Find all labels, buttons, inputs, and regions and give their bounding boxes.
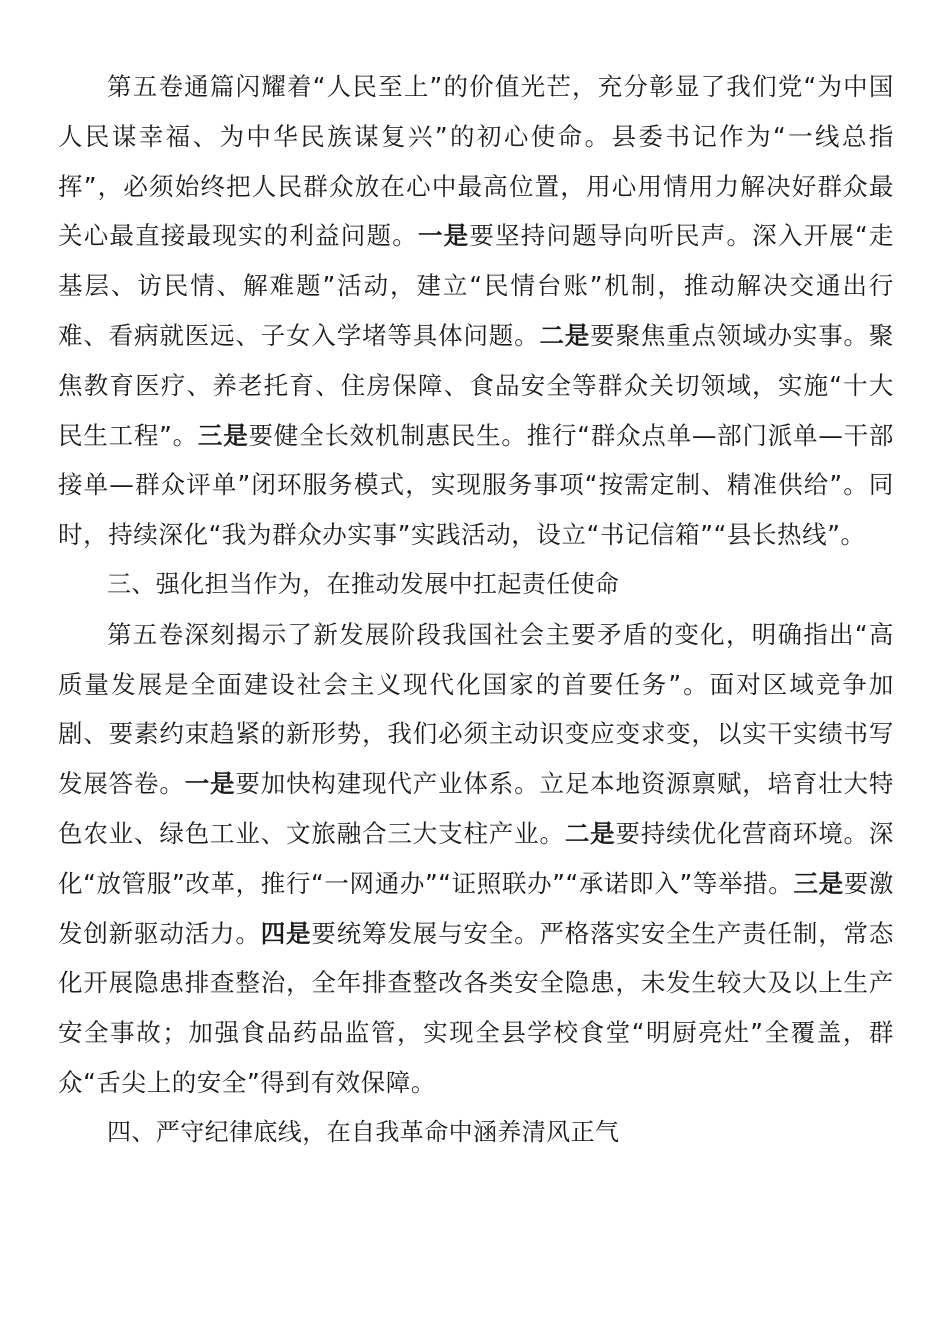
emphasis-marker: 一是 [417, 221, 470, 251]
section-heading-3 [58, 560, 894, 610]
heading-text: 三、强化担当作为，在推动发展中扛起责任使命 [107, 569, 620, 598]
paragraph-text: 要坚持问题导向听民声。深入开展“走基层、访民情、解难题”活动，建立“民情台账”机制，推动解决交通出行难、看病就医远、子女入学堵等具体问题。 [58, 221, 894, 350]
heading-text: 四、严守纪律底线，在自我革命中涵养清风正气 [107, 1117, 620, 1146]
emphasis-marker: 四是 [260, 918, 312, 948]
emphasis-marker: 三是 [197, 420, 249, 450]
paragraph-text: 要统筹发展与安全。严格落实安全生产责任制，常态化开展隐患排查整治，全年排查整改各类安全隐患，未发生较大及以上生产安全事故；加强食品药品监管，实现全县学校食堂“明厨亮灶”全覆盖，群众“舌尖上的安全”得到有效保障。 [58, 918, 894, 1097]
paragraph-text: 第五卷通篇闪耀着“人民至上”的价值光芒，充分彰显了我们党“为中国人民谋幸福、为中华民族谋复兴”的初心使命。县委书记作为“一线总指挥”，必须始终把人民群众放在心中最高位置，用心用情用力解决好群众最关心最直接最现实的利益问题。 [58, 72, 894, 251]
emphasis-marker: 一是 [184, 769, 236, 799]
emphasis-marker: 二是 [564, 818, 616, 848]
section-heading-4 [58, 1108, 894, 1158]
paragraph-text: 要聚焦重点领域办实事。聚焦教育医疗、养老托育、住房保障、食品安全等群众关切领域，实施“十大民生工程”。 [58, 320, 894, 450]
paragraph-text: 要激发创新驱动活力。 [58, 868, 895, 948]
paragraph-text: 第五卷深刻揭示了新发展阶段我国社会主要矛盾的变化，明确指出“高质量发展是全面建设社会主义现代化国家的首要任务”。面对区域竞争加剧、要素约束趋紧的新形势，我们必须主动识变应变求变，以实干实绩书写发展答卷。 [58, 619, 894, 799]
paragraph-text: 要持续优化营商环境。深化“放管服”改革，推行“一网通办”“证照联办”“承诺即入”等举措。 [58, 818, 895, 898]
emphasis-marker: 二是 [539, 320, 591, 350]
paragraph-development [58, 610, 894, 1108]
paragraph-people-first [58, 62, 894, 560]
paragraph-text: 要健全长效机制惠民生。推行“群众点单—部门派单—干部接单—群众评单”闭环服务模式，实现服务事项“按需定制、精准供给”。同时，持续深化“我为群众办实事”实践活动，设立“书记信箱”“县长热线”。 [58, 420, 894, 550]
emphasis-marker: 三是 [793, 868, 844, 898]
paragraph-text: 要加快构建现代产业体系。立足本地资源禀赋，培育壮大特色农业、绿色工业、文旅融合三大支柱产业。 [58, 769, 894, 848]
document-page [58, 62, 894, 1158]
